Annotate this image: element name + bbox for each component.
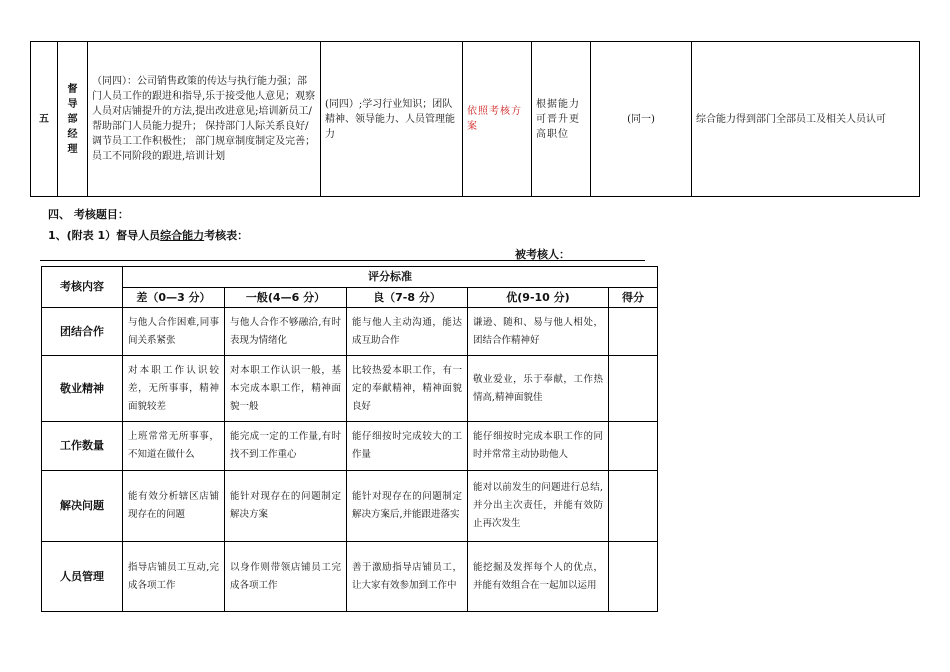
section-title: 四、 考核题目： — [48, 208, 129, 221]
row-label: 团结合作 — [42, 308, 123, 356]
table-caption — [48, 227, 248, 243]
cell-excellent: 谦逊、随和、易与他人相处，团结合作精神好 — [468, 308, 609, 356]
caption-suffix: 考核表： — [204, 229, 249, 242]
examinee-label: 被考核人： — [515, 248, 570, 261]
cell-poor: 指导店铺员工互动,完成各项工作 — [123, 542, 225, 612]
cell-excellent: 能对以前发生的问题进行总结,并分出主次责任，并能有效防止再次发生 — [468, 471, 609, 542]
position-char: 经 — [67, 128, 78, 140]
score-cell[interactable] — [609, 471, 658, 542]
cell-good: 比较热爱本职工作，有一定的奉献精神，精神面貌良好 — [347, 356, 468, 422]
cell-poor: 能有效分析辖区店铺现存在的问题 — [123, 471, 225, 542]
cell-good: 能仔细按时完成较大的工作量 — [347, 422, 468, 471]
table-row — [42, 356, 658, 422]
score-cell[interactable] — [609, 422, 658, 471]
promotion-cell: 根据能力可晋升更高职位 — [532, 42, 591, 197]
table-row — [42, 542, 658, 612]
position-char: 导 — [67, 98, 78, 110]
level-fair: 一般(4—6 分） — [225, 288, 347, 308]
examinee-line — [40, 260, 645, 261]
caption-prefix: 1、(附表 1）督导人员 — [48, 229, 161, 242]
score-cell[interactable] — [609, 356, 658, 422]
row-label: 工作数量 — [42, 422, 123, 471]
cell-fair: 以身作则带领店铺员工完成各项工作 — [225, 542, 347, 612]
same-as-cell: (同一) — [591, 42, 692, 197]
row-label: 解决问题 — [42, 471, 123, 542]
table-row — [42, 471, 658, 542]
recognition-cell: 综合能力得到部门全部员工及相关人员认可 — [692, 42, 920, 197]
table-row — [42, 308, 658, 356]
level-good: 良（7-8 分） — [347, 288, 468, 308]
cell-good: 能与他人主动沟通，能达成互助合作 — [347, 308, 468, 356]
row-label: 敬业精神 — [42, 356, 123, 422]
header-score: 得分 — [609, 288, 658, 308]
cell-good: 能针对现存在的问题制定解决方案后,并能跟进落实 — [347, 471, 468, 542]
cell-poor: 对本职工作认识较差，无所事事，精神面貌较差 — [123, 356, 225, 422]
cell-excellent: 能仔细按时完成本职工作的同时并常常主动协助他人 — [468, 422, 609, 471]
table-row — [42, 422, 658, 471]
cell-fair: 能完成一定的工作量,有时找不到工作重心 — [225, 422, 347, 471]
cell-fair: 对本职工作认识一般，基本完成本职工作，精神面貌一般 — [225, 356, 347, 422]
score-cell[interactable] — [609, 308, 658, 356]
abilities-cell: (同四）;学习行业知识；团队精神、领导能力、人员管理能力 — [321, 42, 463, 197]
position-title — [58, 42, 88, 197]
score-cell[interactable] — [609, 542, 658, 612]
cell-good: 善于激励指导店铺员工，让大家有效参加到工作中 — [347, 542, 468, 612]
header-content: 考核内容 — [42, 267, 123, 308]
duties-cell: （同四）：公司销售政策的传达与执行能力强；部门人员工作的跟进和指导,乐于接受他人意见；观察人员对店铺提升的方法,提出改进意见;培训新员工/帮助部门人员能力提升； 保持部门人际关系良好/调节员工工作积极性； 部门规章制度制定及完善；员工不同阶段的跟进,培训计划 — [88, 42, 321, 197]
position-char: 督 — [67, 83, 78, 95]
cell-poor: 与他人合作困难,同事间关系紧张 — [123, 308, 225, 356]
evaluation-table — [41, 266, 658, 612]
assessment-cell: 依照考核方案 — [463, 42, 532, 197]
row-label: 人员管理 — [42, 542, 123, 612]
cell-poor: 上班常常无所事事，不知道在做什么 — [123, 422, 225, 471]
header-standard: 评分标准 — [123, 267, 658, 288]
level-poor: 差（0—3 分） — [123, 288, 225, 308]
cell-excellent: 敬业爱业，乐于奉献，工作热情高,精神面貌佳 — [468, 356, 609, 422]
position-char: 理 — [67, 143, 78, 155]
cell-fair: 与他人合作不够融洽,有时表现为情绪化 — [225, 308, 347, 356]
caption-underlined: 综合能力 — [160, 229, 205, 242]
row-number: 五 — [31, 42, 58, 197]
cell-fair: 能针对现存在的问题制定解决方案 — [225, 471, 347, 542]
position-table — [30, 41, 920, 197]
cell-excellent: 能挖掘及发挥每个人的优点，并能有效组合在一起加以运用 — [468, 542, 609, 612]
position-char: 部 — [67, 113, 78, 125]
level-excellent: 优(9-10 分) — [468, 288, 609, 308]
